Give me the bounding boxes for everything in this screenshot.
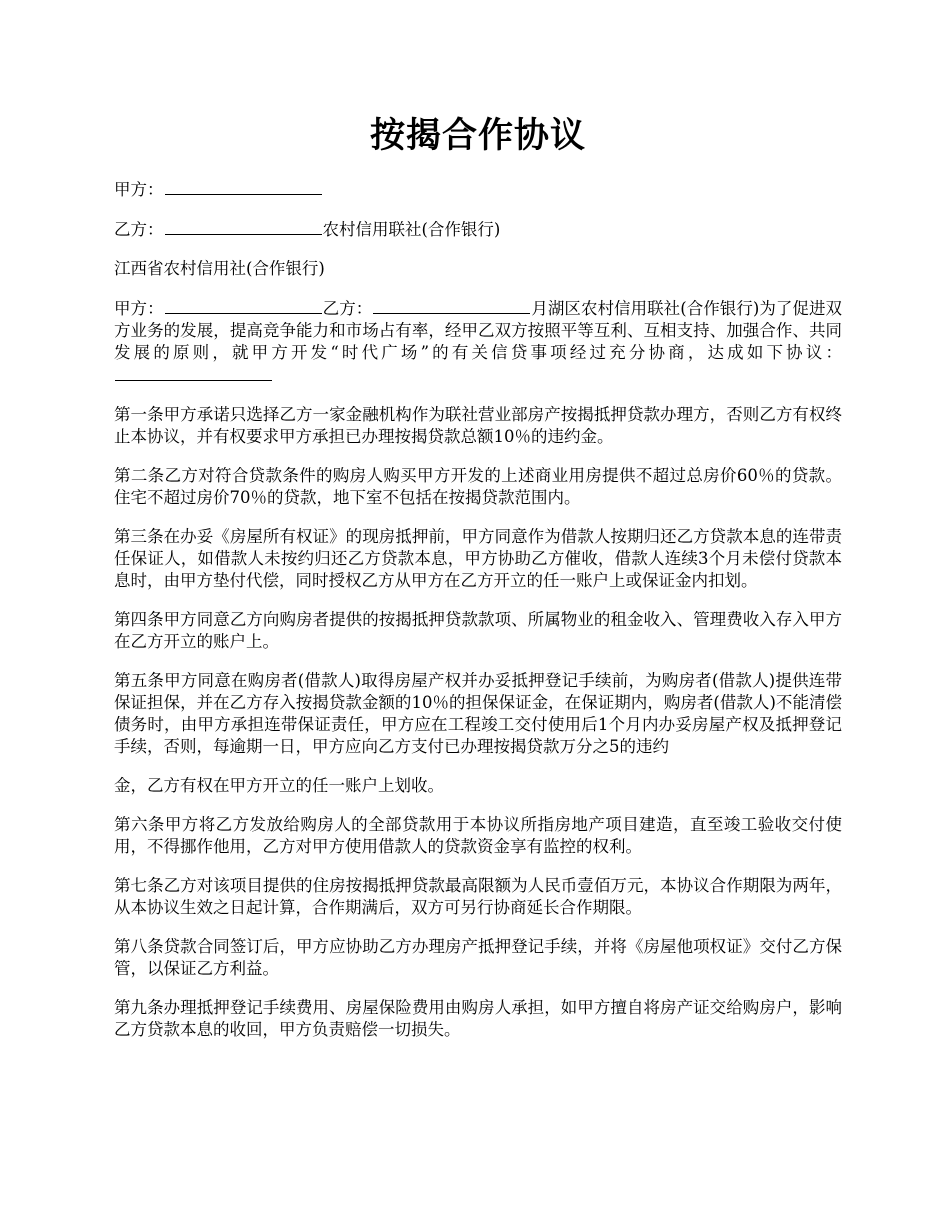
article-8: 第八条贷款合同签订后，甲方应协助乙方办理房产抵押登记手续，并将《房屋他项权证》交付乙方保管，以保证乙方利益。 [114, 937, 842, 978]
document-page [114, 112, 842, 1058]
org-line: 江西省农村信用社(合作银行) [114, 259, 325, 278]
article-1: 第一条甲方承诺只选择乙方一家金融机构作为联社营业部房产按揭抵押贷款办理方，否则乙方有权终止本协议，并有权要求甲方承担已办理按揭贷款总额10％的违约金。 [114, 405, 842, 446]
intro-party-a-label: 甲方： [114, 299, 164, 318]
party-b-suffix: 农村信用联社(合作银行) [322, 220, 501, 239]
intro-paragraph [114, 297, 842, 387]
article-9: 第九条办理抵押登记手续费用、房屋保险费用由购房人承担，如甲方擅自将房产证交给购房户，影响乙方贷款本息的收回，甲方负责赔偿一切损失。 [114, 998, 842, 1039]
party-a-blank [165, 178, 322, 195]
article-5: 第五条甲方同意在购房者(借款人)取得房屋产权并办妥抵押登记手续前，为购房者(借款人)提供连带保证担保，并在乙方存入按揭贷款金额的10％的担保保证金，在保证期内，购房者(借款人)不能清偿债务时，由甲方承担连带保证责任，甲方应在工程竣工交付使用后1个月内办妥房屋产权及抵押登记手续，否则，每逾期一日，甲方应向乙方支付已办理按揭贷款万分之5的违约 [114, 671, 842, 756]
party-a-label: 甲方： [114, 180, 164, 199]
article-5-continued: 金，乙方有权在甲方开立的任一账户上划收。 [114, 776, 444, 795]
intro-party-b-label: 乙方： [322, 299, 373, 318]
party-b-blank [165, 218, 322, 235]
party-b-label: 乙方： [114, 220, 164, 239]
article-4: 第四条甲方同意乙方向购房者提供的按揭抵押贷款款项、所属物业的租金收入、管理费收入存入甲方在乙方开立的账户上。 [114, 610, 842, 651]
intro-end-blank [115, 364, 272, 381]
article-3: 第三条在办妥《房屋所有权证》的现房抵押前，甲方同意作为借款人按期归还乙方贷款本息的连带责任保证人，如借款人未按约归还乙方贷款本息，甲方协助乙方催收，借款人连续3个月未偿付贷款本息时，由甲方垫付代偿，同时授权乙方从甲方在乙方开立的任一账户上或保证金内扣划。 [114, 527, 842, 590]
party-a-line [114, 178, 842, 201]
article-7: 第七条乙方对该项目提供的住房按揭抵押贷款最高限额为人民币壹佰万元，本协议合作期限为两年，从本协议生效之日起计算，合作期满后，双方可另行协商延长合作期限。 [114, 876, 842, 917]
intro-party-b-blank [373, 297, 530, 314]
article-6: 第六条甲方将乙方发放给购房人的全部贷款用于本协议所指房地产项目建造，直至竣工验收交付使用，不得挪作他用，乙方对甲方使用借款人的贷款资金享有监控的权利。 [114, 815, 842, 856]
intro-text: 月湖区农村信用联社(合作银行)为了促进双方业务的发展，提高竞争能力和市场占有率，经甲乙双方按照平等互利、互相支持、加强合作、共同发展的原则，就甲方开发“时代广场”的有关信贷事项经过充分协商，达成如下协议： [114, 299, 843, 362]
document-title: 按揭合作协议 [369, 115, 586, 156]
party-b-line [114, 218, 842, 241]
intro-party-a-blank [165, 297, 322, 314]
article-2: 第二条乙方对符合贷款条件的购房人购买甲方开发的上述商业用房提供不超过总房价60％的贷款。住宅不超过房价70％的贷款，地下室不包括在按揭贷款范围内。 [114, 466, 842, 507]
